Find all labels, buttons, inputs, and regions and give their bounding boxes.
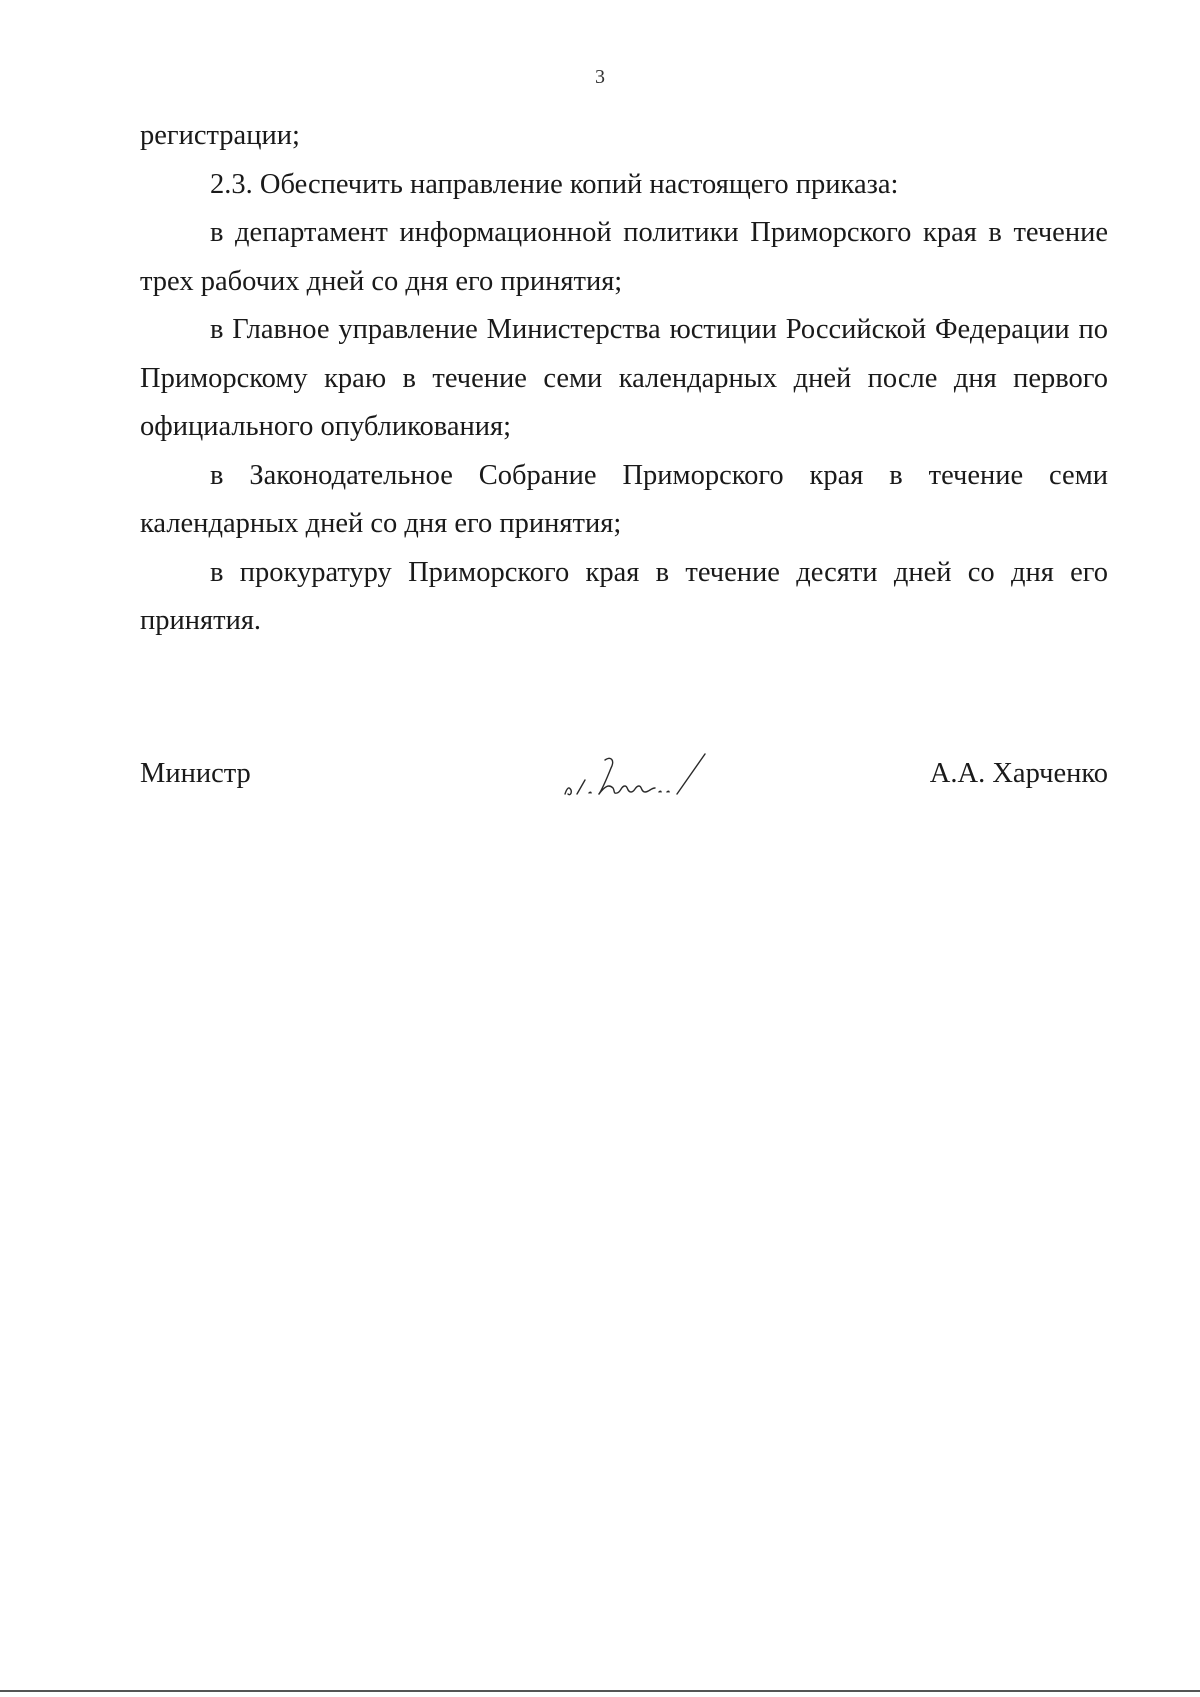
signatory-title: Министр	[140, 758, 251, 789]
paragraph-recipient-justice-ministry: в Главное управление Министерства юстиции Российской Федерации по Приморскому краю в течение семи календарных дней после дня первого официального опубликования;	[140, 314, 1108, 442]
signature-block	[140, 758, 1108, 818]
signatory-name: А.А. Харченко	[929, 758, 1108, 789]
document-body	[140, 112, 1108, 646]
paragraph-continuation: регистрации;	[140, 120, 300, 151]
handwritten-signature-icon	[555, 736, 725, 806]
bottom-scan-edge	[0, 1690, 1200, 1692]
paragraph-recipient-legislative-assembly: в Законодательное Собрание Приморского края в течение семи календарных дней со дня его принятия;	[140, 459, 1108, 539]
page-number: 3	[595, 66, 605, 88]
paragraph-recipient-prosecutor: в прокуратуру Приморского края в течение десяти дней со дня его принятия.	[140, 556, 1108, 636]
paragraph-recipient-info-policy: в департамент информационной политики Приморского края в течение трех рабочих дней со дня его принятия;	[140, 217, 1108, 297]
paragraph-item-2-3: 2.3. Обеспечить направление копий настоящего приказа:	[210, 168, 899, 200]
